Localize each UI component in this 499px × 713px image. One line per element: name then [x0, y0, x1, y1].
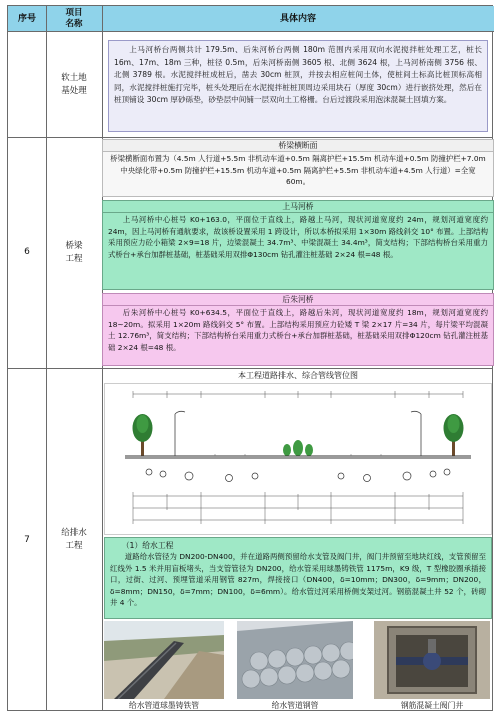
soft-foundation-text: 上马河桥台两侧共计 179.5m、后朱河桥台两侧 180m 范围内采用双向水泥搅拌桩处理工艺，桩长 16m、17m、18m 三种，桩径 0.5m，后朱河桥南侧 3605 根、北侧 3624 根，上马河桥南侧 3756 根、北侧 3789 根。水泥搅拌桩成桩后，凿去 30cm 桩顶，并按去相应桩间土体，使桩间土标高比桩顶标高相同，水泥搅拌桩施打完毕，桩头处理后在水泥搅拌桩桩顶周边采用块石（厚度 30cm）进行嵌挤处理，然后在桩顶铺设 30cm 厚砂砾垫，砂垫层中间铺一层双向土工格栅。台后过渡段采用泡沫混凝土回填方案。 — [114, 45, 482, 105]
row-bridge-no: 6 — [24, 247, 30, 257]
photo-caption-2: 给水管道钢管 — [271, 701, 319, 710]
photo-valve-well — [374, 621, 490, 699]
header-no: 序号 — [17, 13, 36, 24]
photo-ductile-iron-pipe — [104, 621, 224, 699]
water-supply-box — [104, 537, 492, 619]
pipeline-section-drawing — [104, 383, 492, 535]
median-plants-icon — [283, 440, 313, 456]
cross-section-box — [102, 139, 494, 197]
row-water-item: 给排水 工程 — [61, 528, 87, 551]
cross-section-text: 桥梁横断面布置为（4.5m 人行道+5.5m 非机动车道+0.5m 隔离护栏+15.5m 机动车道+0.5m 防撞护栏+7.0m 中央绿化带+0.5m 防撞护栏+15.5m 机动车道+0.5m 隔离护栏+5.5m 非机动车道+4.5m 人行道）=全宽 60m。 — [110, 154, 486, 187]
pipeline-figure-title: 本工程道路排水、综合管线管位图 — [238, 371, 358, 380]
water-supply-title: （1）给水工程 — [121, 541, 174, 550]
houzhu-bridge-text: 后朱河桥中心桩号 K0+634.5，平面位于直线上，路越后朱河，现状河道宽度约 18m，规划河道宽度约 18~20m。拟采用 1×20m 路线斜交 5° 布置。上部结构采用预应力砼矮 T 梁 2×17 片=34 片，每片梁平均混凝土 12.76m³，简支结构；下部结构桥台采用重力式桥台+承台加群桩基础，桩基础采用双排Φ120cm 钻孔灌注桩基础 2×24 根=48 根。 — [108, 308, 488, 352]
steel-pipe-image — [237, 621, 353, 699]
document-table — [7, 5, 493, 711]
houzhu-bridge-box — [102, 293, 494, 366]
row-bridge-item: 桥梁 工程 — [65, 240, 83, 264]
photo-caption-1: 给水管道球墨铸铁管 — [128, 701, 200, 710]
shanghe-bridge-text: 上马河桥中心桩号 K0+163.0，平面位于直线上，路越上马河，现状河道宽度约 24m，规划河道宽度约 24m，因上马河桥有通航要求，故该桥设置采用 1 跨设计，所以本桥拟采用 1×30m 路线斜交 10° 布置。上部结构采用预应力砼小箱梁 2×9=18 片，边梁混凝土 34.7m³、中梁混凝土 34.4m³，简支结构；下部结构桥台采用重力式桥台+承台加群桩基础，桩基础采用双排Φ130cm 钻孔灌注桩基础 2×24 根=48 根。 — [108, 215, 488, 259]
houzhu-bridge-title: 后朱河桥 — [103, 294, 493, 306]
water-supply-text: 道路给水管径为 DN200-DN400，并在道路两侧预留给水支管及阀门井，阀门井预留至地块红线，支管预留至红线外 1.5 米并用盲板堵头，当支管管径为 DN200，给水管采用球墨铸铁管 1175m，K9 级，T 型橡胶圈承插接口，过街、过河、预埋管道采用钢管 827m，焊接接口（DN400，δ=10mm；DN300，δ=9mm；DN200，δ=8mm；DN150，δ=7mm；DN100，δ=6mm）。给水管过河采用桥侧支架过河。钢筋混凝土井 52 个，砖砌井 4 个。 — [110, 552, 486, 608]
row-water-no: 7 — [24, 534, 30, 545]
ductile-pipe-image — [104, 621, 224, 699]
shanghe-bridge-title: 上马河桥 — [103, 201, 493, 213]
photo-caption-3: 钢筋混凝土阀门井 — [400, 701, 464, 710]
tree-left-icon — [133, 414, 153, 456]
cross-section-title: 桥梁横断面 — [103, 140, 493, 152]
header-content: 具体内容 — [279, 13, 316, 24]
soft-foundation-box — [108, 40, 488, 132]
pipeline-section-svg — [105, 384, 491, 534]
tree-right-icon — [444, 414, 464, 456]
row-soft-item: 软土地 基处理 — [61, 72, 87, 96]
valve-well-image — [374, 621, 490, 699]
photo-steel-pipe — [237, 621, 353, 699]
header-item: 项目 名称 — [65, 8, 83, 29]
shanghe-bridge-box — [102, 200, 494, 290]
